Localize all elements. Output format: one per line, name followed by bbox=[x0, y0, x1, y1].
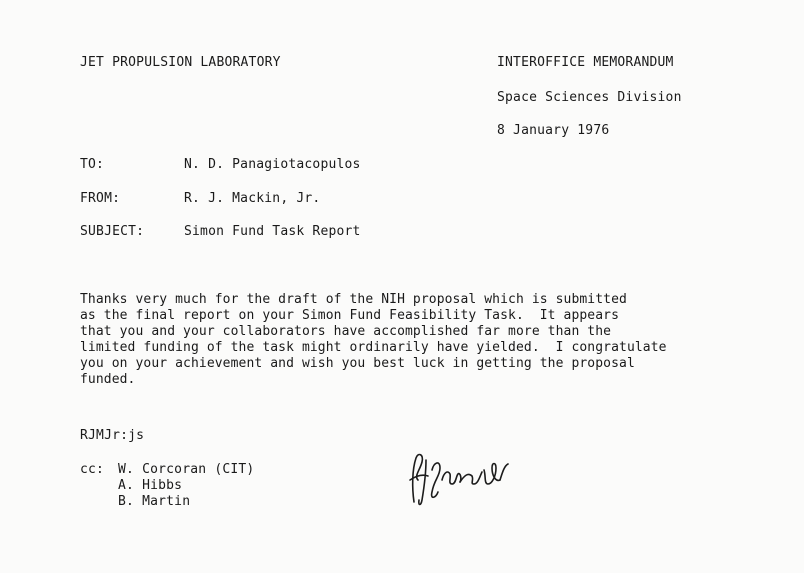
from-label: FROM: bbox=[80, 191, 121, 206]
subject-label: SUBJECT: bbox=[80, 224, 145, 239]
division: Space Sciences Division bbox=[497, 90, 682, 105]
body-line: you on your achievement and wish you best luck in getting the proposal bbox=[80, 356, 635, 371]
cc-recipient: W. Corcoran (CIT) bbox=[118, 462, 255, 477]
to-label: TO: bbox=[80, 157, 105, 172]
handwritten-signature bbox=[400, 440, 520, 520]
cc-recipient: A. Hibbs bbox=[118, 478, 183, 493]
body-line: Thanks very much for the draft of the NIH proposal which is submitted bbox=[80, 292, 627, 307]
body-line: funded. bbox=[80, 372, 136, 387]
body-line: as the final report on your Simon Fund Feasibility Task. It appears bbox=[80, 308, 620, 323]
org-name: JET PROPULSION LABORATORY bbox=[80, 55, 281, 70]
body-line: that you and your collaborators have accomplished far more than the bbox=[80, 324, 612, 339]
to-value: N. D. Panagiotacopulos bbox=[184, 157, 361, 172]
subject-value: Simon Fund Task Report bbox=[184, 224, 361, 239]
typist-initials: RJMJr:js bbox=[80, 428, 145, 443]
from-value: R. J. Mackin, Jr. bbox=[184, 191, 321, 206]
memo-date: 8 January 1976 bbox=[497, 123, 610, 138]
memo-type: INTEROFFICE MEMORANDUM bbox=[497, 55, 674, 70]
cc-label: cc: bbox=[80, 462, 105, 477]
cc-recipient: B. Martin bbox=[118, 494, 191, 509]
body-line: limited funding of the task might ordinarily have yielded. I congratulate bbox=[80, 340, 667, 355]
